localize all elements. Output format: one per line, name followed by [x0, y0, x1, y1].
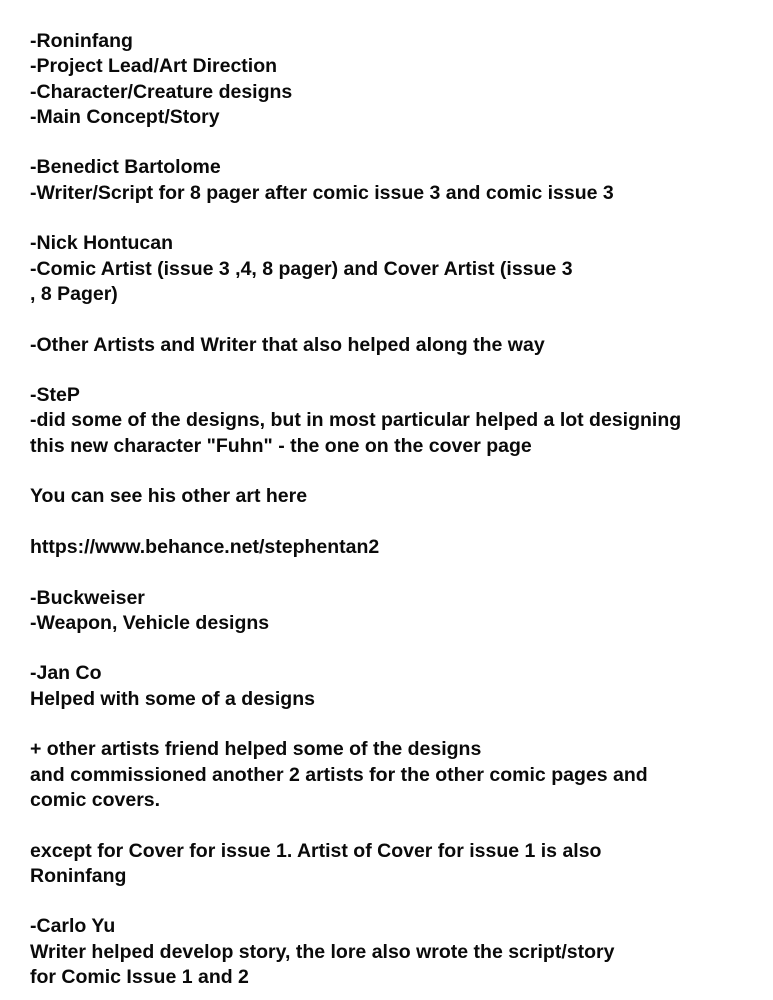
blank-line: [30, 712, 765, 737]
credit-role: -Writer/Script for 8 pager after comic issue 3 and comic issue 3: [30, 181, 614, 204]
portfolio-url: https://www.behance.net/stephentan2: [30, 535, 380, 558]
note-text: except for Cover for issue 1. Artist of Cover for issue 1 is also: [30, 839, 602, 862]
credit-name: -SteP: [30, 384, 80, 407]
credit-role: -Weapon, Vehicle designs: [30, 611, 270, 634]
blank-line: [30, 459, 765, 484]
credit-name: -Carlo Yu: [30, 915, 116, 938]
credit-role: -Character/Creature designs: [30, 80, 293, 103]
credit-role: -did some of the designs, but in most particular helped a lot designing: [30, 409, 682, 432]
blank-line: [30, 813, 765, 838]
blank-line: [30, 636, 765, 661]
credit-name: -Jan Co: [30, 662, 102, 685]
credits-document: [30, 29, 765, 990]
credit-role: Helped with some of a designs: [30, 687, 315, 710]
note-text: comic covers.: [30, 788, 161, 811]
note-text: Roninfang: [30, 864, 127, 887]
credit-role: -Comic Artist (issue 3 ,4, 8 pager) and Cover Artist (issue 3: [30, 257, 573, 280]
credit-role: this new character "Fuhn" - the one on the cover page: [30, 434, 532, 457]
section-heading: -Other Artists and Writer that also helped along the way: [30, 333, 545, 356]
credit-name: -Roninfang: [30, 30, 133, 52]
credit-role: Writer helped develop story, the lore also wrote the script/story: [30, 940, 615, 963]
blank-line: [30, 307, 765, 332]
credit-name: -Buckweiser: [30, 586, 145, 609]
blank-line: [30, 130, 765, 155]
blank-line: [30, 358, 765, 383]
note-text: + other artists friend helped some of the designs: [30, 738, 482, 761]
blank-line: [30, 206, 765, 231]
credit-name: -Benedict Bartolome: [30, 156, 221, 179]
blank-line: [30, 889, 765, 914]
credit-role: for Comic Issue 1 and 2: [30, 965, 249, 988]
credit-role: , 8 Pager): [30, 282, 118, 305]
note-text: You can see his other art here: [30, 485, 308, 508]
blank-line: [30, 560, 765, 585]
credit-role: -Main Concept/Story: [30, 105, 220, 128]
note-text: and commissioned another 2 artists for the other comic pages and: [30, 763, 648, 786]
credit-role: -Project Lead/Art Direction: [30, 55, 278, 78]
blank-line: [30, 510, 765, 535]
credit-name: -Nick Hontucan: [30, 232, 174, 255]
